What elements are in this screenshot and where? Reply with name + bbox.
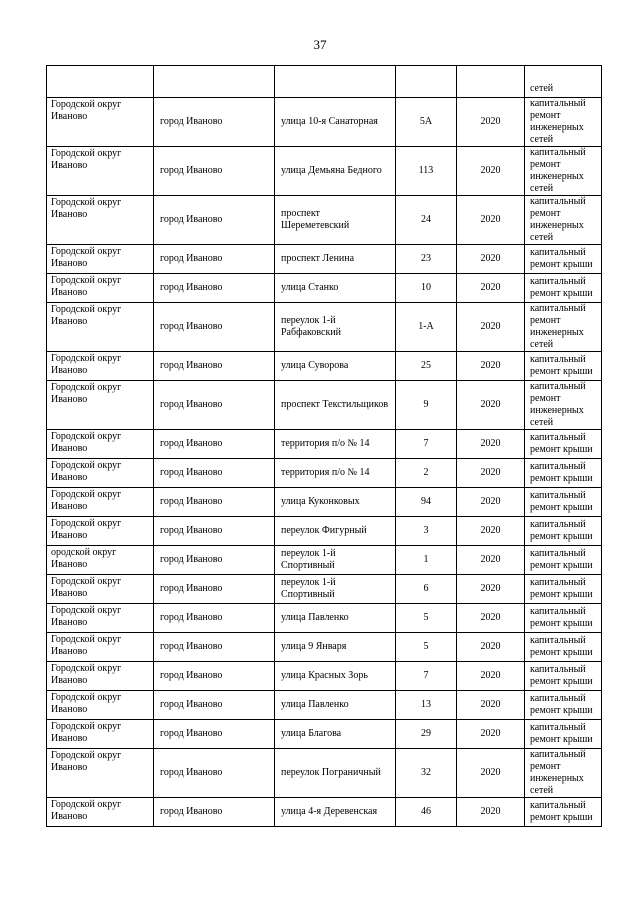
cell-street: переулок 1-й Спортивный — [275, 546, 396, 575]
cell-type-of-work: капитальный ремонт крыши — [525, 430, 602, 459]
table-row — [47, 604, 602, 633]
table-row — [47, 245, 602, 274]
cell-year: 2020 — [457, 546, 525, 575]
table-row — [47, 430, 602, 459]
cell-settlement: город Иваново — [154, 196, 275, 245]
cell-street: улица Павленко — [275, 691, 396, 720]
cell-municipality: Городской округ Иваново — [47, 459, 154, 488]
table-row — [47, 633, 602, 662]
cell-municipality: ородской округ Иваново — [47, 546, 154, 575]
cell-street: улица 4-я Деревенская — [275, 798, 396, 827]
cell-house: 3 — [396, 517, 457, 546]
cell-street: проспект Ленина — [275, 245, 396, 274]
cell-settlement: город Иваново — [154, 488, 275, 517]
cell-type-of-work: капитальный ремонт крыши — [525, 546, 602, 575]
cell-type-of-work: капитальный ремонт инженерных сетей — [525, 381, 602, 430]
cell-year: 2020 — [457, 720, 525, 749]
cell-settlement: город Иваново — [154, 274, 275, 303]
cell-settlement — [154, 66, 275, 98]
cell-municipality: Городской округ Иваново — [47, 720, 154, 749]
cell-settlement: город Иваново — [154, 245, 275, 274]
cell-municipality: Городской округ Иваново — [47, 604, 154, 633]
cell-type-of-work: капитальный ремонт крыши — [525, 691, 602, 720]
cell-house: 6 — [396, 575, 457, 604]
cell-house: 23 — [396, 245, 457, 274]
cell-year: 2020 — [457, 798, 525, 827]
cell-municipality: Городской округ Иваново — [47, 633, 154, 662]
cell-municipality: Городской округ Иваново — [47, 488, 154, 517]
cell-year: 2020 — [457, 274, 525, 303]
cell-type-of-work: капитальный ремонт крыши — [525, 245, 602, 274]
table-row — [47, 662, 602, 691]
cell-street: проспект Текстильщиков — [275, 381, 396, 430]
cell-year: 2020 — [457, 352, 525, 381]
cell-house: 13 — [396, 691, 457, 720]
table-row — [47, 517, 602, 546]
page-number: 37 — [313, 37, 327, 52]
cell-street: территория п/о № 14 — [275, 430, 396, 459]
table-row — [47, 546, 602, 575]
cell-municipality: Городской округ Иваново — [47, 749, 154, 798]
cell-settlement: город Иваново — [154, 459, 275, 488]
cell-type-of-work: капитальный ремонт инженерных сетей — [525, 147, 602, 196]
cell-house: 1-А — [396, 303, 457, 352]
cell-street: улица Станко — [275, 274, 396, 303]
cell-type-of-work: капитальный ремонт инженерных сетей — [525, 303, 602, 352]
cell-street: улица Куконковых — [275, 488, 396, 517]
cell-house: 7 — [396, 662, 457, 691]
table-row — [47, 720, 602, 749]
cell-year: 2020 — [457, 488, 525, 517]
cell-type-of-work: капитальный ремонт крыши — [525, 633, 602, 662]
cell-year: 2020 — [457, 196, 525, 245]
cell-house: 32 — [396, 749, 457, 798]
cell-year: 2020 — [457, 749, 525, 798]
cell-street: переулок Пограничный — [275, 749, 396, 798]
cell-municipality: Городской округ Иваново — [47, 517, 154, 546]
cell-house: 113 — [396, 147, 457, 196]
cell-street: переулок 1-й Рабфаковский — [275, 303, 396, 352]
cell-municipality: Городской округ Иваново — [47, 691, 154, 720]
housing-repair-table — [46, 65, 602, 827]
cell-municipality: Городской округ Иваново — [47, 245, 154, 274]
cell-settlement: город Иваново — [154, 98, 275, 147]
cell-municipality: Городской округ Иваново — [47, 274, 154, 303]
cell-street: улица Благова — [275, 720, 396, 749]
cell-settlement: город Иваново — [154, 798, 275, 827]
cell-municipality: Городской округ Иваново — [47, 98, 154, 147]
table-row — [47, 749, 602, 798]
cell-house: 5А — [396, 98, 457, 147]
cell-year: 2020 — [457, 604, 525, 633]
cell-municipality: Городской округ Иваново — [47, 575, 154, 604]
cell-type-of-work: капитальный ремонт крыши — [525, 459, 602, 488]
cell-settlement: город Иваново — [154, 720, 275, 749]
table-row — [47, 352, 602, 381]
cell-type-of-work: капитальный ремонт крыши — [525, 604, 602, 633]
table-row — [47, 691, 602, 720]
cell-settlement: город Иваново — [154, 662, 275, 691]
cell-settlement: город Иваново — [154, 303, 275, 352]
table-row — [47, 98, 602, 147]
table-row — [47, 147, 602, 196]
cell-type-of-work: капитальный ремонт крыши — [525, 575, 602, 604]
cell-house: 2 — [396, 459, 457, 488]
cell-street — [275, 66, 396, 98]
cell-house: 5 — [396, 633, 457, 662]
cell-year: 2020 — [457, 147, 525, 196]
table-row — [47, 488, 602, 517]
cell-street: улица 9 Января — [275, 633, 396, 662]
cell-house: 1 — [396, 546, 457, 575]
cell-street: улица Суворова — [275, 352, 396, 381]
cell-type-of-work: капитальный ремонт инженерных сетей — [525, 749, 602, 798]
cell-type-of-work: капитальный ремонт инженерных сетей — [525, 196, 602, 245]
cell-street: проспект Шереметевский — [275, 196, 396, 245]
cell-municipality: Городской округ Иваново — [47, 303, 154, 352]
cell-type-of-work: капитальный ремонт крыши — [525, 517, 602, 546]
cell-street: территория п/о № 14 — [275, 459, 396, 488]
cell-street: улица Красных Зорь — [275, 662, 396, 691]
table-row — [47, 798, 602, 827]
cell-house: 94 — [396, 488, 457, 517]
cell-type-of-work: сетей — [525, 66, 602, 98]
cell-type-of-work: капитальный ремонт инженерных сетей — [525, 98, 602, 147]
cell-year: 2020 — [457, 245, 525, 274]
cell-settlement: город Иваново — [154, 604, 275, 633]
cell-street: улица Павленко — [275, 604, 396, 633]
table-row — [47, 575, 602, 604]
cell-house: 29 — [396, 720, 457, 749]
cell-year: 2020 — [457, 98, 525, 147]
cell-house: 24 — [396, 196, 457, 245]
cell-settlement: город Иваново — [154, 352, 275, 381]
cell-municipality: Городской округ Иваново — [47, 381, 154, 430]
cell-settlement: город Иваново — [154, 517, 275, 546]
cell-settlement: город Иваново — [154, 633, 275, 662]
cell-house: 5 — [396, 604, 457, 633]
table-row — [47, 381, 602, 430]
cell-municipality: Городской округ Иваново — [47, 196, 154, 245]
cell-settlement: город Иваново — [154, 430, 275, 459]
cell-house: 9 — [396, 381, 457, 430]
cell-year: 2020 — [457, 430, 525, 459]
cell-municipality: Городской округ Иваново — [47, 430, 154, 459]
cell-type-of-work: капитальный ремонт крыши — [525, 352, 602, 381]
cell-street: переулок 1-й Спортивный — [275, 575, 396, 604]
cell-settlement: город Иваново — [154, 546, 275, 575]
cell-settlement: город Иваново — [154, 691, 275, 720]
cell-street: улица 10-я Санаторная — [275, 98, 396, 147]
cell-settlement: город Иваново — [154, 749, 275, 798]
cell-type-of-work: капитальный ремонт крыши — [525, 662, 602, 691]
cell-year: 2020 — [457, 691, 525, 720]
continuation-row — [47, 66, 602, 98]
table-row — [47, 459, 602, 488]
cell-type-of-work: капитальный ремонт крыши — [525, 798, 602, 827]
cell-type-of-work: капитальный ремонт крыши — [525, 274, 602, 303]
cell-settlement: город Иваново — [154, 381, 275, 430]
cell-street: улица Демьяна Бедного — [275, 147, 396, 196]
cell-street: переулок Фигурный — [275, 517, 396, 546]
cell-type-of-work: капитальный ремонт крыши — [525, 720, 602, 749]
table-row — [47, 303, 602, 352]
cell-year: 2020 — [457, 381, 525, 430]
cell-municipality — [47, 66, 154, 98]
cell-municipality: Городской округ Иваново — [47, 147, 154, 196]
cell-municipality: Городской округ Иваново — [47, 798, 154, 827]
cell-settlement: город Иваново — [154, 147, 275, 196]
cell-house: 7 — [396, 430, 457, 459]
table-body — [47, 66, 602, 827]
cell-municipality: Городской округ Иваново — [47, 352, 154, 381]
cell-year: 2020 — [457, 517, 525, 546]
cell-municipality: Городской округ Иваново — [47, 662, 154, 691]
cell-year: 2020 — [457, 633, 525, 662]
cell-year: 2020 — [457, 575, 525, 604]
cell-house: 10 — [396, 274, 457, 303]
cell-year: 2020 — [457, 662, 525, 691]
table-row — [47, 196, 602, 245]
table-row — [47, 274, 602, 303]
cell-house — [396, 66, 457, 98]
cell-year: 2020 — [457, 459, 525, 488]
cell-year — [457, 66, 525, 98]
cell-type-of-work: капитальный ремонт крыши — [525, 488, 602, 517]
cell-house: 46 — [396, 798, 457, 827]
cell-settlement: город Иваново — [154, 575, 275, 604]
cell-house: 25 — [396, 352, 457, 381]
cell-year: 2020 — [457, 303, 525, 352]
